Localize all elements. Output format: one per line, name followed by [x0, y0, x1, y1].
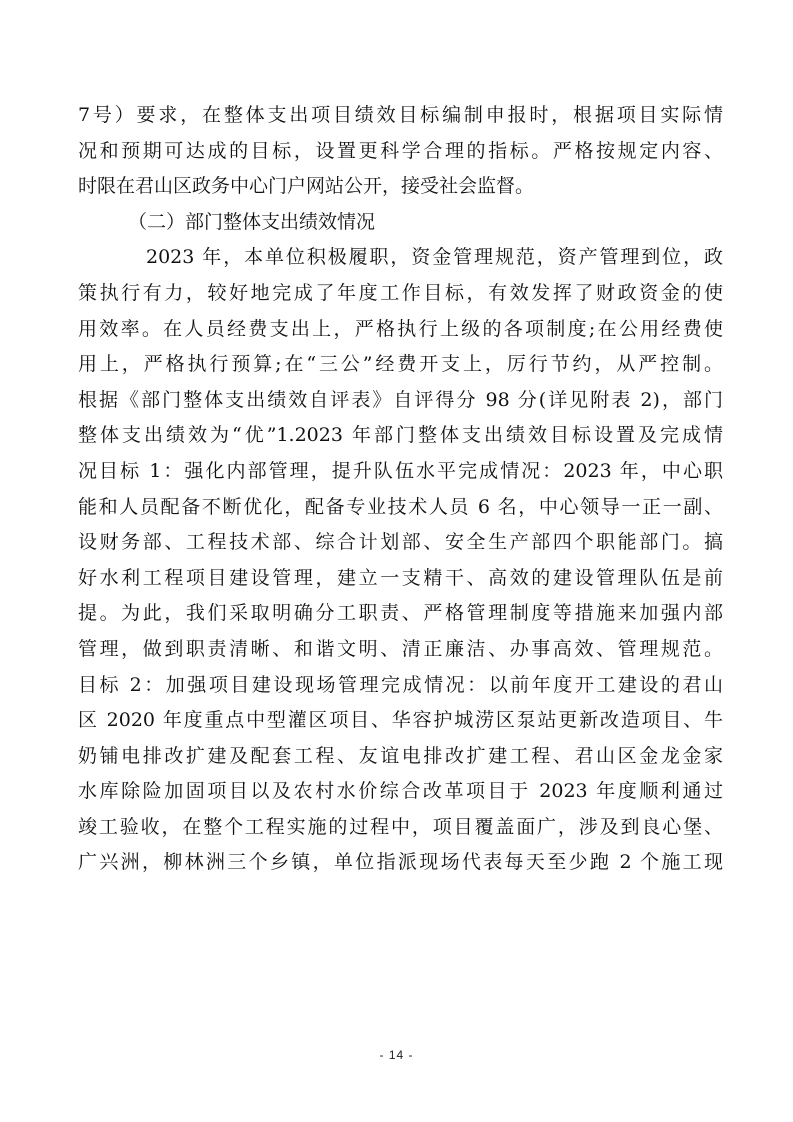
paragraph-line: 况和预期可达成的目标，设置更科学合理的指标。严格按规定内容、	[78, 139, 723, 162]
paragraph-line: 策执行有力，较好地完成了年度工作目标，有效发挥了财政资金的使	[78, 281, 723, 304]
body-text	[78, 98, 723, 881]
paragraph-line: 管理，做到职责清晰、和谐文明、清正廉洁、办事高效、管理规范。	[78, 637, 723, 660]
paragraph-line: 提。为此，我们采取明确分工职责、严格管理制度等措施来加强内部	[78, 602, 723, 625]
paragraph-line: 7号）要求，在整体支出项目绩效目标编制申报时，根据项目实际情	[78, 104, 723, 126]
paragraph-line: 水库除险加固项目以及农村水价综合改革项目于 2023 年度顺利通过	[78, 780, 723, 803]
paragraph-line: 用上，严格执行预算;在“三公”经费开支上，厉行节约，从严控制。	[78, 353, 723, 376]
paragraph-line: 时限在君山区政务中心门户网站公开，接受社会监督。	[78, 175, 535, 198]
paragraph-line: 区 2020 年度重点中型灌区项目、华容护城涝区泵站更新改造项目、牛	[78, 709, 723, 732]
paragraph-line: 整体支出绩效为“优”1.2023 年部门整体支出绩效目标设置及完成情	[78, 424, 723, 447]
section-heading: （二）部门整体支出绩效情况	[128, 210, 376, 233]
paragraph-line: 况目标 1：强化内部管理，提升队伍水平完成情况：2023 年，中心职	[78, 459, 723, 482]
paragraph-line: 根据《部门整体支出绩效自评表》自评得分 98 分(详见附表 2)，部门	[78, 388, 723, 411]
paragraph-line: 广兴洲，柳林洲三个乡镇，单位指派现场代表每天至少跑 2 个施工现	[78, 851, 723, 874]
paragraph-line: 设财务部、工程技术部、综合计划部、安全生产部四个职能部门。搞	[78, 531, 723, 554]
paragraph-line: 奶铺电排改扩建及配套工程、友谊电排改扩建工程、君山区金龙金家	[78, 744, 723, 767]
paragraph-line: 好水利工程项目建设管理，建立一支精干、高效的建设管理队伍是前	[78, 566, 723, 589]
page-number: - 14 -	[379, 1048, 414, 1062]
paragraph-line: 竣工验收，在整个工程实施的过程中，项目覆盖面广，涉及到良心堡、	[78, 815, 723, 838]
paragraph-line: 2023 年，本单位积极履职，资金管理规范，资产管理到位，政	[146, 246, 723, 269]
paragraph-line: 能和人员配备不断优化，配备专业技术人员 6 名，中心领导一正一副、	[78, 495, 723, 518]
paragraph-line: 目标 2：加强项目建设现场管理完成情况：以前年度开工建设的君山	[78, 673, 723, 696]
paragraph-line: 用效率。在人员经费支出上，严格执行上级的各项制度;在公用经费使	[78, 317, 723, 340]
